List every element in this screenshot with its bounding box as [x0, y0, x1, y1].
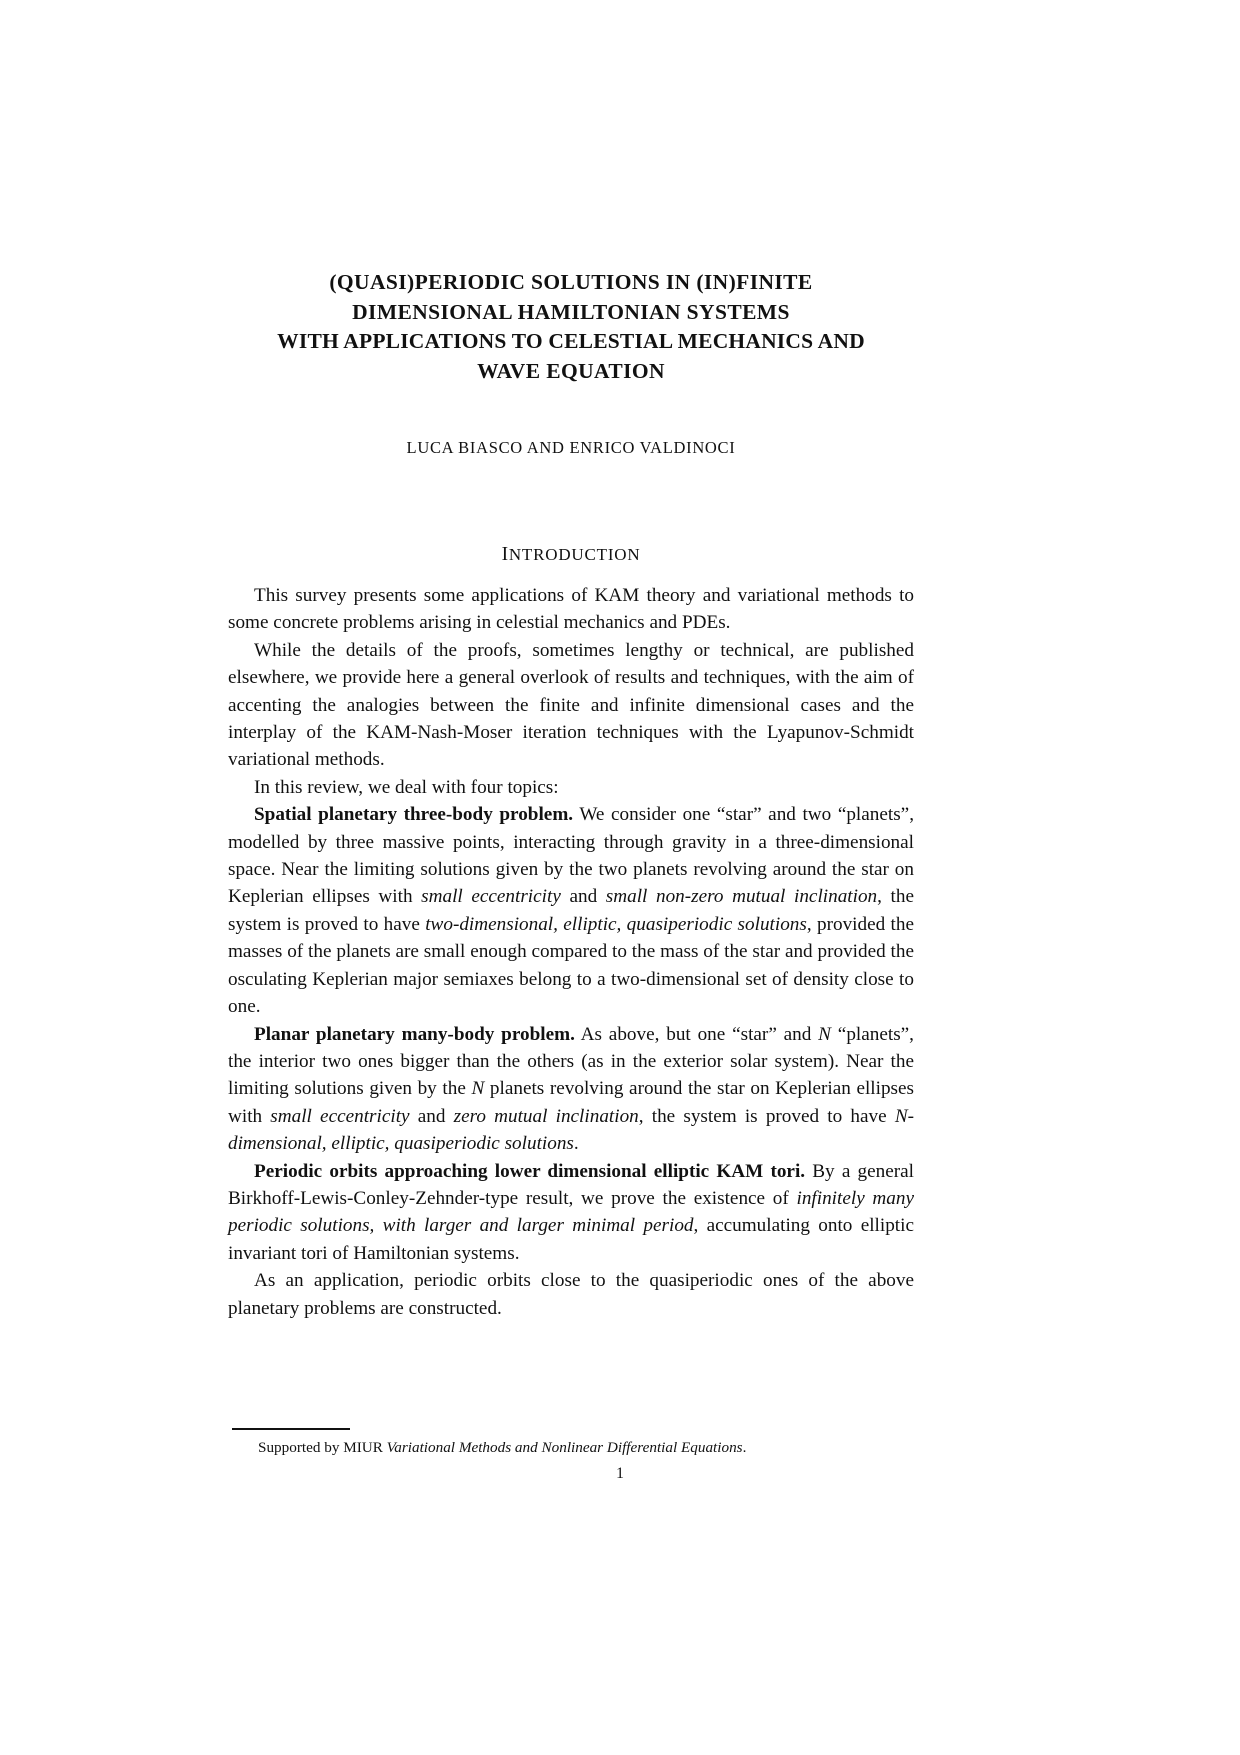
- p-spatial-three-body-run-5: , the system is proved to have: [228, 886, 914, 935]
- p-survey-run-0: This survey presents some applications of KAM theory and variational methods to some concrete problems arising in celestial mechanics and PDEs.: [228, 585, 914, 634]
- footnote-run-2: .: [742, 1438, 747, 1456]
- p-planar-many-body-run-5: planets revolving around the star on Keplerian ellipses with: [228, 1078, 914, 1127]
- p-periodic-orbits-run-3: , accumulating onto elliptic invariant tori of Hamiltonian systems.: [228, 1215, 914, 1264]
- footnote-run-0: Supported by MIUR: [258, 1438, 387, 1456]
- p-periodic-orbits-lead: Periodic orbits approaching lower dimensional elliptic KAM tori.: [254, 1160, 806, 1182]
- p-planar-many-body-emphasis-2: N: [818, 1023, 831, 1045]
- section-heading-initial: I: [501, 544, 509, 565]
- p-spatial-three-body-run-3: and: [560, 886, 606, 908]
- title-line-2: DIMENSIONAL HAMILTONIAN SYSTEMS: [352, 299, 790, 324]
- title-line-4: WAVE EQUATION: [477, 358, 665, 383]
- p-planar-many-body-emphasis-4: N: [471, 1078, 485, 1100]
- p-planar-many-body: [228, 1021, 914, 1158]
- section-heading-rest: NTRODUCTION: [508, 545, 641, 564]
- p-planar-many-body-run-1: As above, but one “star” and: [574, 1023, 819, 1045]
- p-four-topics: [228, 774, 914, 801]
- p-spatial-three-body-emphasis-2: small eccentricity: [421, 886, 561, 908]
- p-planar-many-body-lead: Planar planetary many-body problem.: [254, 1023, 575, 1045]
- p-details-run-0: While the details of the proofs, sometimes lengthy or technical, are published elsewhere, we provide here a general overlook of results and techniques, with the aim of accenting the analogies between the finite and infinite dimensional cases and the interplay of the KAM-Nash-Moser iteration techniques with the Lyapunov-Schmidt variational methods.: [228, 639, 914, 771]
- p-planar-many-body-emphasis-8: zero mutual inclination: [453, 1105, 639, 1127]
- title-line-3: WITH APPLICATIONS TO CELESTIAL MECHANICS AND: [277, 329, 865, 353]
- p-periodic-orbits: [228, 1158, 914, 1268]
- author-line: LUCA BIASCO AND ENRICO VALDINOCI: [406, 438, 736, 457]
- p-spatial-three-body-run-1: We consider one “star” and two “planets”, modelled by three massive points, interacting through gravity in a three-dimensional space. Near the limiting solutions given by the two planets revolving around the star on Keplerian ellipses with: [228, 804, 914, 908]
- footnote-area: [228, 1428, 914, 1458]
- p-periodic-orbits-run-1: By a general Birkhoff-Lewis-Conley-Zehnder-type result, we prove the existence of: [228, 1160, 914, 1209]
- page-number: 1: [616, 1465, 624, 1482]
- footnote-text: [228, 1438, 914, 1458]
- body-text: [228, 582, 914, 1322]
- p-planar-many-body-run-7: and: [409, 1105, 454, 1127]
- p-periodic-orbits-emphasis-2: infinitely many periodic solutions, with larger and larger minimal period: [228, 1187, 914, 1237]
- footnote-rule: [232, 1428, 350, 1430]
- page-content: [228, 268, 914, 1322]
- p-spatial-three-body-lead: Spatial planetary three-body problem.: [254, 804, 574, 826]
- p-survey: [228, 582, 914, 637]
- footnote-emphasis-1: Variational Methods and Nonlinear Differential Equations: [386, 1438, 743, 1456]
- p-application-run-0: As an application, periodic orbits close to the quasiperiodic ones of the above planetary problems are constructed.: [228, 1270, 914, 1319]
- p-spatial-three-body-run-7: , provided the masses of the planets are small enough compared to the mass of the star and provided the osculating Keplerian major semiaxes belong to a two-dimensional set of density close to one.: [228, 913, 914, 1018]
- p-details: [228, 637, 914, 774]
- title-line-1: (QUASI)PERIODIC SOLUTIONS IN (IN)FINITE: [329, 270, 813, 294]
- p-spatial-three-body: [228, 801, 914, 1020]
- paper-title: [228, 268, 914, 386]
- p-application: [228, 1267, 914, 1322]
- p-spatial-three-body-emphasis-4: small non-zero mutual inclination: [605, 886, 878, 908]
- p-planar-many-body-run-11: .: [573, 1133, 579, 1155]
- p-planar-many-body-emphasis-10: N-dimensional, elliptic, quasiperiodic solutions: [228, 1105, 914, 1155]
- p-four-topics-run-0: In this review, we deal with four topics:: [254, 776, 559, 798]
- p-planar-many-body-run-3: “planets”, the interior two ones bigger than the others (as in the exterior solar system). Near the limiting solutions given by the: [228, 1023, 914, 1100]
- p-spatial-three-body-emphasis-6: two-dimensional, elliptic, quasiperiodic solutions: [425, 913, 807, 935]
- section-heading-introduction: [228, 544, 914, 566]
- p-planar-many-body-emphasis-6: small eccentricity: [270, 1105, 410, 1127]
- p-planar-many-body-run-9: , the system is proved to have: [638, 1105, 895, 1127]
